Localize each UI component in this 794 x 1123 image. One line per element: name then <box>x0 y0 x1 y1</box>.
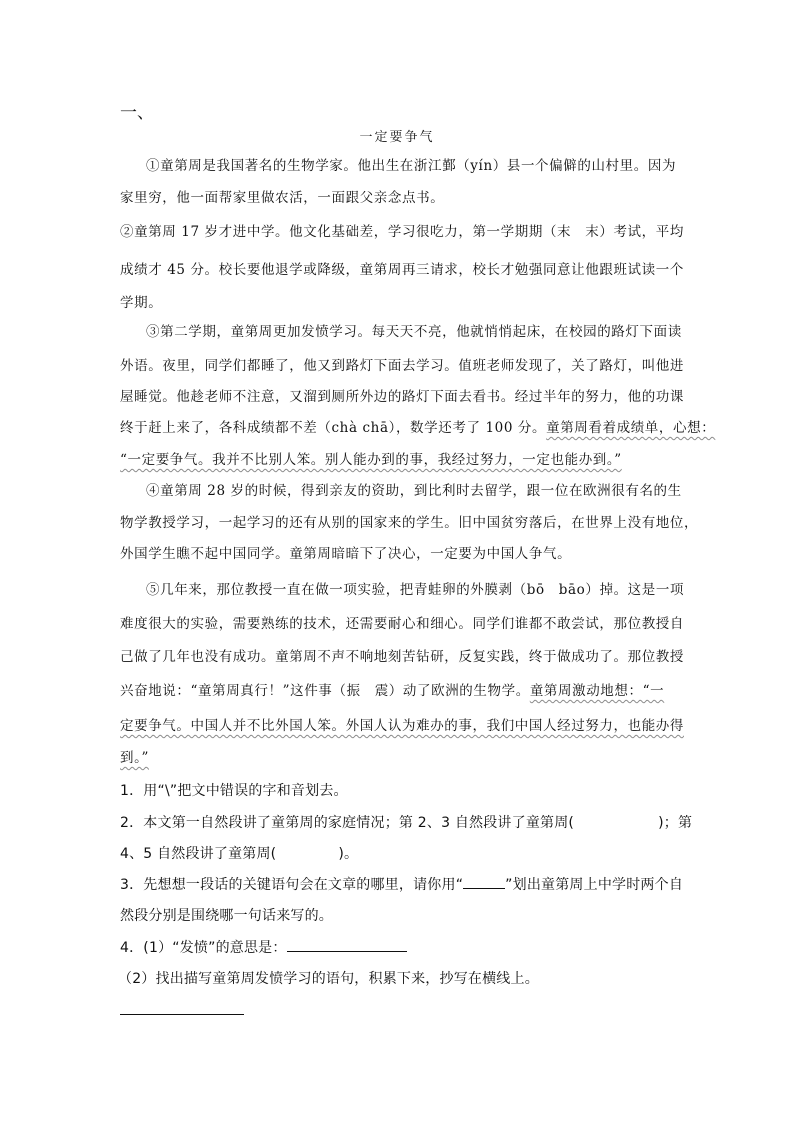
question-2-text: )。 <box>338 846 359 862</box>
passage-line: 屋睡觉。他趁老师不注意，又溜到厕所外边的路灯下面去看书。经过半年的努力，他的功课 <box>120 389 684 405</box>
passage-line: ④童第周 28 岁的时候，得到亲友的资助，到比利时去留学，跟一位在欧洲很有名的生 <box>146 483 682 499</box>
passage-title: 一定要争气 <box>359 130 435 145</box>
question-2-text: 4、5 自然段讲了童第周( <box>120 846 277 862</box>
passage-line: 家里穷，他一面帮家里做农活，一面跟父亲念点书。 <box>120 190 445 206</box>
answer-line-4-2[interactable] <box>120 1014 244 1015</box>
question-4-line-1 <box>120 937 407 957</box>
answer-line-4-1[interactable] <box>287 937 407 952</box>
question-2-line-1 <box>120 812 692 832</box>
key-sentence-underlined: 童第周激动地想：“一 <box>529 683 665 699</box>
passage-line: 己做了几年也没有成功。童第周不声不响地刻苦钻研，反复实践，终于做成功了。那位教授 <box>120 649 684 665</box>
underline-sample <box>463 874 505 889</box>
question-4-text: 4．(1）“发愤”的意思是： <box>120 940 287 956</box>
question-1: 1．用“\”把文中错误的字和音划去。 <box>120 783 348 799</box>
passage-line: 难度很大的实验，需要熟练的技术，还需要耐心和细心。同学们谁都不敢尝试，那位教授自 <box>120 616 684 632</box>
passage-line <box>120 416 715 436</box>
question-3-line-1 <box>120 874 683 894</box>
passage-line: ⑤几年来，那位教授一直在做一项实验，把青蛙卵的外膜剥（bō bāo）掉。这是一项 <box>146 582 685 598</box>
question-3-text: 3．先想想一段话的关键语句会在文章的哪里，请你用“ <box>120 877 464 893</box>
passage-line: ①童第周是我国著名的生物学家。他出生在浙江鄞（yín）县一个偏僻的山村里。因为 <box>146 158 677 174</box>
key-sentence-underlined: 童第周看着成绩单，心想： <box>546 420 716 436</box>
section-number: 一、 <box>120 103 154 123</box>
question-4-2: （2）找出描写童第周发愤学习的语句，积累下来，抄写在横线上。 <box>118 971 539 987</box>
key-sentence-underlined: 定要争气。中国人并不比外国人笨。外国人认为难办的事，我们中国人经过努力，也能办得 <box>120 718 684 734</box>
passage-line: 外语。夜里，同学们都睡了，他又到路灯下面去学习。值班老师发现了，关了路灯，叫他进 <box>120 358 684 374</box>
question-2-text: 2．本文第一自然段讲了童第周的家庭情况；第 2、3 自然段讲了童第周( <box>120 815 575 831</box>
key-sentence-underlined: 到。” <box>120 750 149 766</box>
passage-line: 物学教授学习，一起学习的还有从别的国家来的学生。旧中国贫穷落后，在世界上没有地位， <box>120 515 699 531</box>
passage-line: 外国学生瞧不起中国同学。童第周暗暗下了决心，一定要为中国人争气。 <box>120 546 572 562</box>
passage-text: 兴奋地说：“童第周真行！”这件事（振 震）动了欧洲的生物学。 <box>120 683 530 699</box>
passage-line: 学期。 <box>120 295 163 311</box>
passage-line <box>120 679 664 699</box>
key-sentence-underlined: “一定要争气。我并不比别人笨。别人能办到的事，我经过努力，一定也能办到。” <box>120 452 622 468</box>
question-2-text: )；第 <box>658 815 693 831</box>
passage-line: ②童第周 17 岁才进中学。他文化基础差，学习很吃力，第一学期期（末 末）考试，平均 <box>120 224 684 240</box>
question-2-line-2 <box>120 843 358 863</box>
passage-line: 成绩才 45 分。校长要他退学或降级，童第周再三请求，校长才勉强同意让他跟班试读一个 <box>120 262 684 278</box>
question-3-text: 然段分别是围绕哪一句话来写的。 <box>120 908 333 924</box>
question-3-text: ”划出童第周上中学时两个自 <box>505 877 684 893</box>
passage-line: ③第二学期，童第周更加发愤学习。每天天不亮，他就悄悄起床，在校园的路灯下面读 <box>146 324 682 340</box>
passage-text: 终于赶上来了，各科成绩都不差（chà chā），数学还考了 100 分。 <box>120 420 547 436</box>
